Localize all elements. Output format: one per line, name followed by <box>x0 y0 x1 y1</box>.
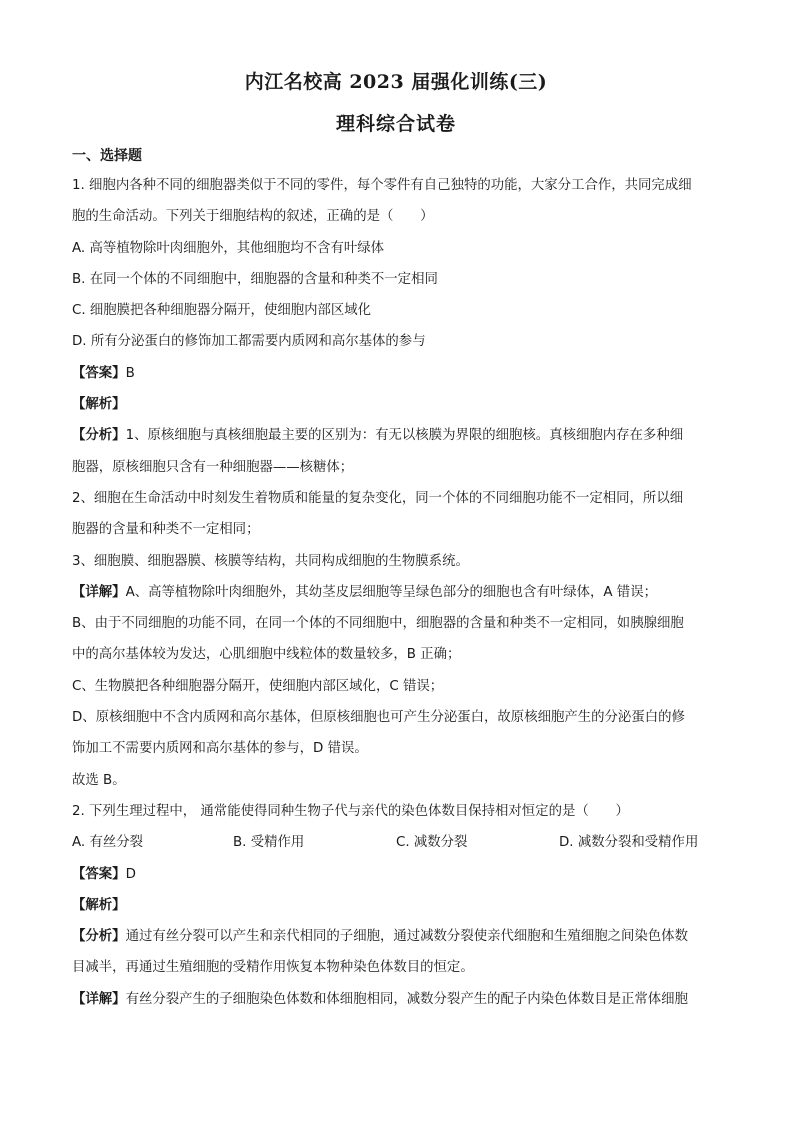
q1-fenxi-text: 1、原核细胞与真核细胞最主要的区别为：有无以核膜为界限的细胞核。真核细胞内存在多种细 <box>125 428 684 444</box>
q2-option-b: B. 受精作用 <box>233 835 305 851</box>
question-2 <box>72 796 720 1015</box>
q2-answer <box>72 859 720 890</box>
q1-option-c: C. 细胞膜把各种细胞器分隔开，使细胞内部区域化 <box>72 303 372 319</box>
q2-answer-value: D <box>125 866 136 882</box>
q2-fenxi-line1 <box>72 921 720 952</box>
fenxi-tag: 【分析】 <box>72 428 126 444</box>
q1-conclusion: 故选 B。 <box>72 772 126 788</box>
section-title: 一、选择题 <box>72 148 142 164</box>
q1-answer-value: B <box>125 365 135 381</box>
q2-options <box>72 827 720 858</box>
q2-stem: 2. 下列生理过程中， 通常能使得同种生物子代与亲代的染色体数目保持相对恒定的是（ ） <box>72 803 629 819</box>
q1-option-a: A. 高等植物除叶肉细胞外，其他细胞均不含有叶绿体 <box>72 240 385 256</box>
page-subtitle: 理科综合试卷 <box>335 113 456 135</box>
q1-detail-a <box>72 577 720 608</box>
q1-stem-line1: 1. 细胞内各种不同的细胞器类似于不同的零件，每个零件有自己独特的功能，大家分工合作，共同完成细 <box>72 178 692 193</box>
q2-detail-text: 有丝分裂产生的子细胞染色体数和体细胞相同，减数分裂产生的配子内染色体数目是正常体细胞 <box>125 991 688 1007</box>
answer-tag: 【答案】 <box>72 365 126 381</box>
q1-point3: 3、细胞膜、细胞器膜、核膜等结构，共同构成细胞的生物膜系统。 <box>72 553 469 569</box>
xiangjie-tag: 【详解】 <box>72 991 126 1007</box>
q1-stem-line2: 胞的生命活动。下列关于细胞结构的叙述，正确的是（ ） <box>72 209 434 225</box>
answer-tag: 【答案】 <box>72 866 126 882</box>
q1-answer <box>72 358 720 389</box>
q1-detail-d-line1: D、原核细胞中不含内质网和高尔基体，但原核细胞也可产生分泌蛋白，故原核细胞产生的分泌蛋白的修 <box>72 710 685 726</box>
q2-option-d: D. 减数分裂和受精作用 <box>559 835 699 851</box>
q1-analysis-tag: 【解析】 <box>72 397 126 413</box>
xiangjie-tag: 【详解】 <box>72 584 126 600</box>
q1-detail-b-line1: B、由于不同细胞的功能不同，在同一个体的不同细胞中，细胞器的含量和种类不一定相同，如胰腺细胞 <box>72 616 684 632</box>
q1-detail-b-line2: 中的高尔基体较为发达，心肌细胞中线粒体的数量较多，B 正确； <box>72 647 461 663</box>
q2-option-a: A. 有丝分裂 <box>72 835 143 851</box>
page-title: 内江名校高 2023 届强化训练(三) <box>244 71 548 93</box>
q1-point2-line1: 2、细胞在生命活动中时刻发生着物质和能量的复杂变化，同一个体的不同细胞功能不一定相同，所以细 <box>72 490 684 506</box>
fenxi-tag: 【分析】 <box>72 929 126 945</box>
q1-fenxi-line1 <box>72 420 720 451</box>
q2-option-c: C. 减数分裂 <box>396 835 468 851</box>
q1-option-d: D. 所有分泌蛋白的修饰加工都需要内质网和高尔基体的参与 <box>72 334 426 350</box>
q2-detail-line1 <box>72 984 720 1015</box>
q1-detail-d-line2: 饰加工不需要内质网和高尔基体的参与，D 错误。 <box>72 741 368 757</box>
q1-detail-c: C、生物膜把各种细胞器分隔开，使细胞内部区域化，C 错误； <box>72 678 444 694</box>
q2-analysis-tag: 【解析】 <box>72 897 126 913</box>
q1-detail-a-text: A、高等植物除叶肉细胞外，其幼茎皮层细胞等呈绿色部分的细胞也含有叶绿体，A 错误； <box>125 584 657 600</box>
q1-point2-line2: 胞器的含量和种类不一定相同； <box>72 522 260 538</box>
q2-fenxi-line2: 目减半，再通过生殖细胞的受精作用恢复本物种染色体数目的恒定。 <box>72 960 474 976</box>
q1-fenxi-line2: 胞器，原核细胞只含有一种细胞器——核糖体； <box>72 459 354 475</box>
question-1 <box>72 170 720 796</box>
q1-option-b: B. 在同一个体的不同细胞中，细胞器的含量和种类不一定相同 <box>72 271 438 287</box>
q2-fenxi-text: 通过有丝分裂可以产生和亲代相同的子细胞，通过减数分裂使亲代细胞和生殖细胞之间染色体数 <box>125 929 688 945</box>
